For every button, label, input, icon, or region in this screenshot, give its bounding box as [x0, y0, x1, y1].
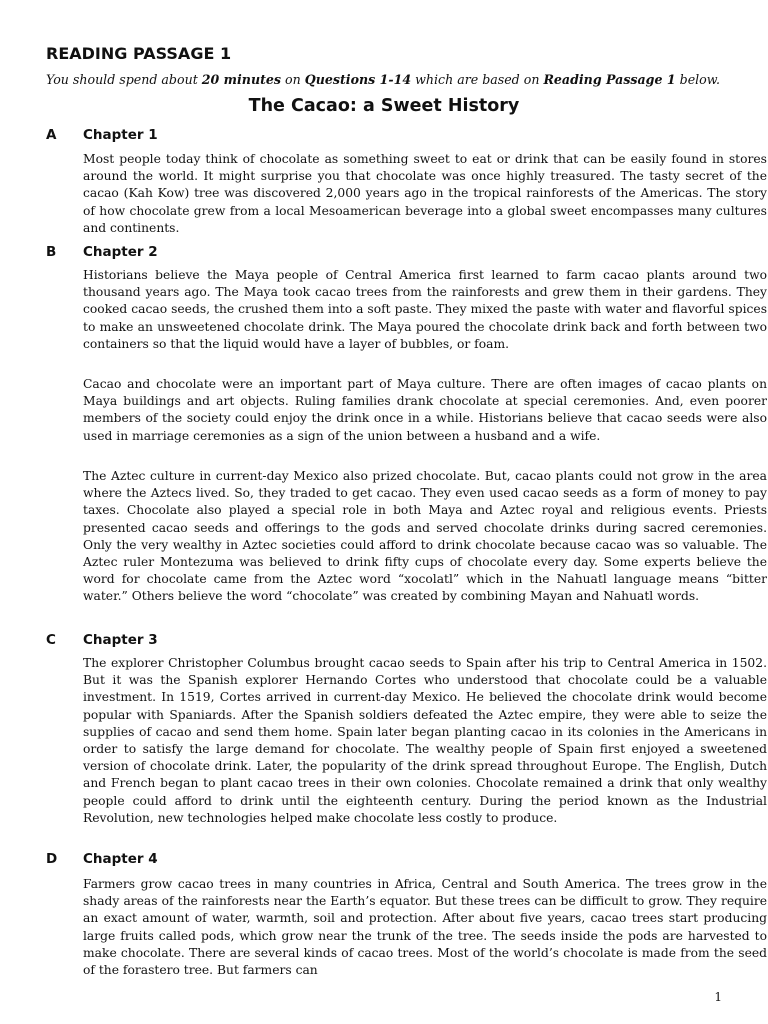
page-number: 1 — [714, 990, 722, 1004]
chapter-heading: Chapter 2 — [83, 244, 158, 260]
paragraph: Historians believe the Maya people of Central America first learned to farm cacao plants around two thousand years ago. The Maya took cacao trees from the rainforests and grew them in their gardens. They cooked cacao seeds, the crushed them into a soft paste. They mixed the paste with water and flavorful spices to make an unsweetened chocolate drink. The Maya poured the chocolate drink back and forth between two containers so that the liquid would have a layer of bubbles, or foam. — [83, 268, 767, 351]
chapter-heading: Chapter 3 — [83, 632, 158, 648]
instructions-text-1: You should spend about — [46, 72, 202, 87]
paragraph: Most people today think of chocolate as something sweet to eat or drink that can be easily found in stores around the world. It might surprise you that chocolate was once highly treasured. The tasty secret of the cacao (Kah Kow) tree was discovered 2,000 years ago in the tropical rainforests of the Americas. The story of how chocolate grew from a local Mesoamerican beverage into a global sweet encompasses many cultures and continents. — [83, 152, 767, 235]
section-heading: READING PASSAGE 1 — [46, 44, 232, 63]
section-letter: B — [46, 244, 57, 260]
chapter-heading: Chapter 1 — [83, 127, 158, 143]
instructions-time: 20 minutes — [201, 72, 282, 87]
section-letter: D — [46, 851, 58, 867]
section-letter: C — [46, 632, 56, 648]
passage-title: The Cacao: a Sweet History — [248, 96, 520, 116]
paragraph: The explorer Christopher Columbus brought cacao seeds to Spain after his trip to Central America in 1502. But it was the Spanish explorer Hernando Cortes who understood that chocolate could be a valuable investment. In 1519, Cortes arrived in current-day Mexico. He believed the chocolate drink would become popular with Spaniards. After the Spanish soldiers defeated the Aztec empire, they were able to seize the supplies of cacao and send them home. Spain later began planting cacao in its colonies in the Americans in order to satisfy the large demand for chocolate. The wealthy people of Spain first enjoyed a sweetened version of chocolate drink. Later, the popularity of the drink spread throughout Europe. The English, Dutch and French began to plant cacao trees in their own colonies. Chocolate remained a drink that only wealthy people could afford to drink until the eighteenth century. During the period known as the Industrial Revolution, new technologies helped make chocolate less costly to produce. — [83, 656, 767, 825]
instructions — [46, 72, 736, 88]
section-letter: A — [46, 127, 57, 143]
instructions-passage: Reading Passage 1 — [543, 72, 676, 87]
paragraph: Cacao and chocolate were an important part of Maya culture. There are often images of cacao plants on Maya buildings and art objects. Ruling families drank chocolate at special ceremonies. And, even poorer members of the society could enjoy the drink once in a while. Historians believe that cacao seeds were also used in marriage ceremonies as a sign of the union between a husband and a wife. — [83, 377, 767, 443]
chapter-heading: Chapter 4 — [83, 851, 158, 867]
instructions-text-4: below. — [675, 72, 721, 87]
paragraph: The Aztec culture in current-day Mexico also prized chocolate. But, cacao plants could not grow in the area where the Aztecs lived. So, they traded to get cacao. They even used cacao seeds as a form of money to pay taxes. Chocolate also played a special role in both Maya and Aztec royal and religious events. Priests presented cacao seeds and offerings to the gods and served chocolate drinks during sacred ceremonies. Only the very wealthy in Aztec societies could afford to drink chocolate because cacao was so valuable. The Aztec ruler Montezuma was believed to drink fifty cups of chocolate every day. Some experts believe the word for chocolate came from the Aztec word “xocolatl” which in the Nahuatl language means “bitter water.” Others believe the word “chocolate” was created by combining Mayan and Nahuatl words. — [83, 469, 767, 604]
instructions-text-2: on — [281, 72, 305, 87]
paragraph: Farmers grow cacao trees in many countries in Africa, Central and South America. The trees grow in the shady areas of the rainforests near the Earth’s equator. But these trees can be difficult to grow. They require an exact amount of water, warmth, soil and protection. After about five years, cacao trees start producing large fruits called pods, which grow near the trunk of the tree. The seeds inside the pods are harvested to make chocolate. There are several kinds of cacao trees. Most of the world’s chocolate is made from the seed of the forastero tree. But farmers can — [83, 877, 767, 978]
instructions-text-3: which are based on — [411, 72, 544, 87]
instructions-questions: Questions 1-14 — [304, 72, 412, 87]
